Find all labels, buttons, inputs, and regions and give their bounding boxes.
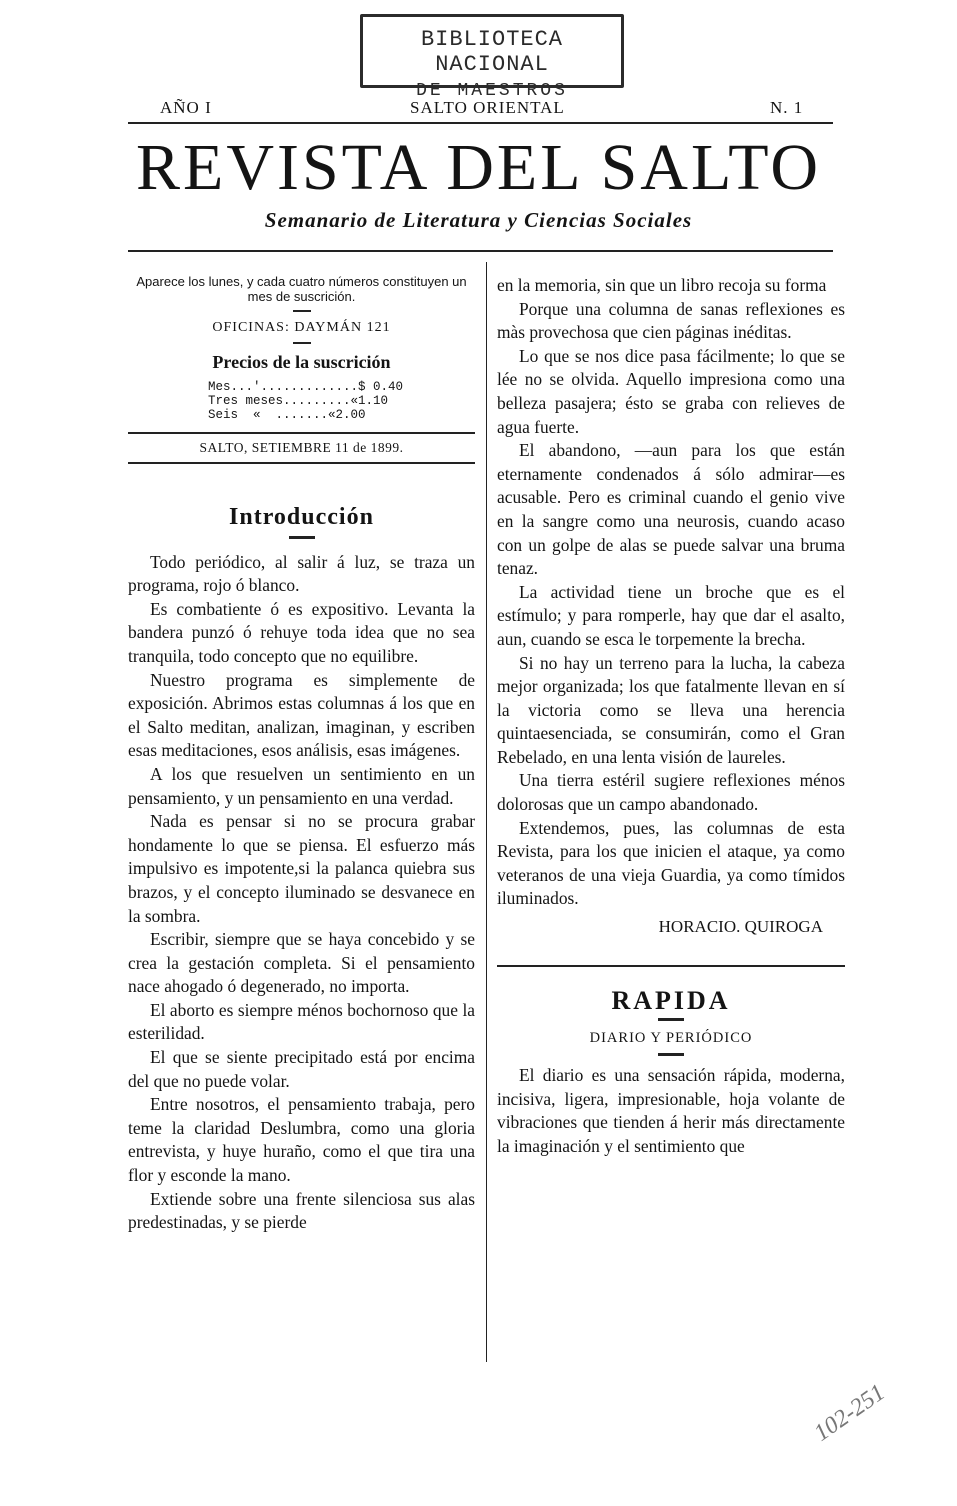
divider-dash bbox=[293, 342, 311, 344]
price-row: Tres meses.........«1.10 bbox=[208, 394, 389, 408]
intro-body bbox=[128, 551, 475, 1235]
paragraph: Una tierra estéril sugiere reflexiones ménos dolorosas que un campo abandonado. bbox=[497, 770, 845, 815]
column-divider bbox=[486, 262, 487, 1362]
stamp-line-2: DE MAESTROS bbox=[416, 81, 568, 101]
issue-number: N. 1 bbox=[770, 98, 804, 117]
paragraph: Entre nosotros, el pensamiento trabaja, pero teme la claridad Deslumbra, como una gloria entrevista, y huye huraño, como el que tira una flor y esconde la mano. bbox=[128, 1094, 475, 1186]
divider-dash bbox=[293, 310, 311, 312]
stamp-line-1: BIBLIOTECA NACIONAL bbox=[420, 27, 564, 77]
price-row: Seis « .......«2.00 bbox=[208, 408, 366, 422]
paragraph: Porque una columna de sanas reflexiones es màs provechosa que cien páginas inéditas. bbox=[497, 298, 845, 343]
divider-dash bbox=[289, 536, 315, 539]
offices-address: OFICINAS: DAYMÁN 121 bbox=[212, 320, 391, 335]
intro-heading: Introducción bbox=[229, 504, 374, 530]
masthead-subtitle: Semanario de Literatura y Ciencias Sociales bbox=[264, 208, 693, 232]
price-list bbox=[208, 380, 475, 422]
handwritten-marginalia: 102-251 bbox=[809, 1379, 890, 1447]
library-stamp bbox=[360, 14, 624, 101]
issue-year: AÑO I bbox=[160, 98, 212, 117]
header-rule bbox=[128, 122, 833, 124]
author-signature: HORACIO. QUIROGA bbox=[658, 917, 823, 937]
rapida-subheading: DIARIO Y PERIÓDICO bbox=[589, 1030, 753, 1047]
appearance-note: Aparece los lunes, y cada cuatro números constituyen un mes de suscrición. bbox=[136, 274, 467, 304]
paragraph: El abandono, —aun para los que están eternamente condenados á sólo admirar—es acusable. Pero es criminal cuando el genio vive en la sangre como una neurosis, cuando acaso con un golpe de alas se puede salvar una bruma tenaz. bbox=[497, 440, 845, 579]
prices-title: Precios de la suscrición bbox=[212, 352, 391, 372]
issue-date: SALTO, SETIEMBRE 11 de 1899. bbox=[128, 432, 475, 464]
paragraph: Es combatiente ó es expositivo. Levanta la bandera punzó ó rehuye toda idea que no sea tranquila, todo concepto que no equilibre. bbox=[128, 598, 475, 666]
divider-dash bbox=[658, 1053, 684, 1056]
masthead-rule bbox=[128, 250, 833, 252]
right-column bbox=[497, 274, 845, 1159]
paragraph: A los que resuelven un sentimiento en un pensamiento, y un pensamiento en una verdad. bbox=[128, 763, 475, 808]
divider-dash bbox=[658, 1018, 684, 1021]
paragraph: Nuestro programa es simplemente de exposición. Abrimos estas columnas á los que en el Salto meditan, analizan, imaginan, y escriben esas meditaciones, esos análisis, esas imágenes. bbox=[128, 669, 475, 761]
paragraph: en la memoria, sin que un libro recoja su forma bbox=[497, 275, 827, 295]
paragraph: El diario es una sensación rápida, moderna, incisiva, ligera, impresionable, hoja volante de vibraciones que tienden á herir más directamente la imaginación y el sentimiento que bbox=[497, 1065, 845, 1156]
rapida-heading: RAPIDA bbox=[611, 985, 731, 1015]
left-column bbox=[128, 274, 475, 1235]
masthead-title: REVISTA DEL SALTO bbox=[136, 131, 821, 204]
paragraph: El que se siente precipitado está por encima del que no puede volar. bbox=[128, 1047, 475, 1091]
paragraph: El aborto es siempre ménos bochornoso que la esterilidad. bbox=[128, 999, 475, 1044]
price-row: Mes...'.............$ 0.40 bbox=[208, 380, 404, 394]
issue-place: SALTO ORIENTAL bbox=[410, 98, 565, 117]
paragraph: Extendemos, pues, las columnas de esta Revista, para los que inicien el ataque, ya como veteranos de una vieja Guardia, ya como tímidos iluminados. bbox=[497, 817, 845, 909]
paragraph: Si no hay un terreno para la lucha, la cabeza mejor organizada; los que fatalmente llevan en sí la victoria como se lleva una herencia quintaesenciada, se consumirán, como el Gran Rebelado, en una lenta visión de laureles. bbox=[497, 652, 845, 767]
paragraph: Nada es pensar si no se procura grabar hondamente lo que se piensa. El esfuerzo más impulsivo es impotente,si la palanca quiebra sus brazos, y el concepto iluminado se desvanece en la sombra. bbox=[128, 811, 475, 926]
section-rule bbox=[497, 965, 845, 967]
paragraph: Todo periódico, al salir á luz, se traza un programa, rojo ó blanco. bbox=[128, 551, 475, 596]
paragraph: Lo que se nos dice pasa fácilmente; lo que se lée no se olvida. Aquello impresiona como una belleza pasajera; ésto se graba con relieves de agua fuerte. bbox=[497, 345, 845, 437]
paragraph: La actividad tiene un broche que es el estímulo; y para romperle, hay que dar el asalto, aun, cuando se esca le torpemente la brecha. bbox=[497, 581, 845, 649]
paragraph: Escribir, siempre que se haya concebido y se crea la gestación completa. Si el pensamiento nace ahogado ó degenerado, no importa. bbox=[128, 929, 475, 997]
paragraph: Extiende sobre una frente silenciosa sus alas predestinadas, y se pierde bbox=[128, 1188, 475, 1233]
